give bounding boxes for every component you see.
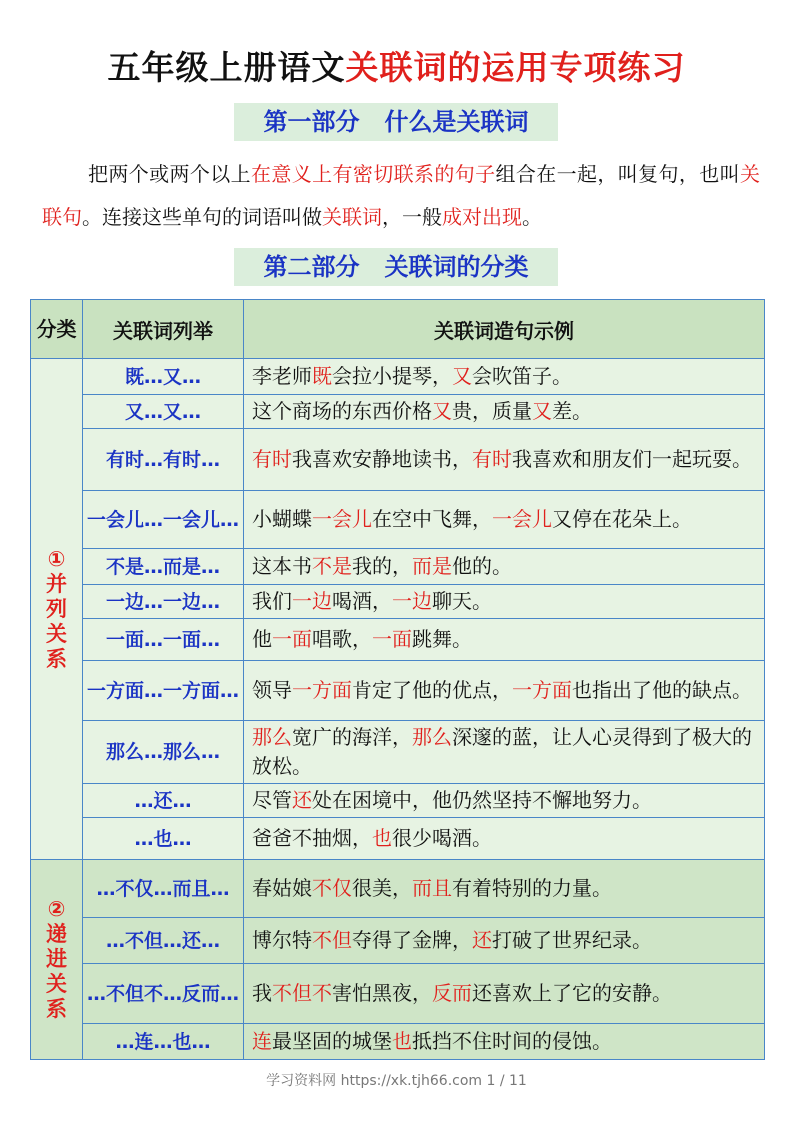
conjunction-cell: 一方面…一方面…: [83, 661, 244, 721]
highlight-text: 不仅: [312, 876, 352, 900]
conjunction-cell: 那么…那么…: [83, 721, 244, 784]
example-cell: [244, 661, 765, 721]
conjunction-cell: 有时…有时…: [83, 429, 244, 491]
section-1-label: 第一部分: [263, 108, 360, 136]
text-segment: 领导: [252, 678, 292, 702]
conjunction-cell: …连…也…: [83, 1024, 244, 1060]
page-title: [0, 42, 793, 89]
highlight-text: 反而: [432, 981, 472, 1005]
highlight-text: 而是: [412, 554, 452, 578]
highlight-text: 一边: [292, 589, 332, 613]
highlight-text: 既: [312, 364, 332, 388]
highlight-text: 连: [252, 1029, 272, 1053]
text-segment: 李老师: [252, 364, 312, 388]
text-segment: 。: [522, 205, 542, 229]
highlight-text: 也: [392, 1029, 412, 1053]
highlight-text: 一边: [392, 589, 432, 613]
conjunction-cell: …不但…还…: [83, 918, 244, 964]
text-segment: 会拉小提琴，: [332, 364, 452, 388]
text-segment: 在空中飞舞，: [372, 507, 492, 531]
table-row: [31, 1024, 765, 1060]
text-segment: 他: [252, 627, 272, 651]
highlight-text: 一会儿: [312, 507, 372, 531]
highlight-text: 那么: [412, 725, 452, 749]
text-segment: 他的。: [452, 554, 512, 578]
conjunction-cell: 一会儿…一会儿…: [83, 491, 244, 549]
text-segment: 夺得了金牌，: [352, 928, 472, 952]
example-cell: [244, 491, 765, 549]
highlight-text: 一面: [372, 627, 412, 651]
text-segment: 处在困境中，他仍然坚持不懈地努力。: [312, 788, 652, 812]
highlight-text: 关联句: [42, 162, 760, 229]
text-segment: 会吹笛子。: [472, 364, 572, 388]
example-cell: [244, 395, 765, 429]
text-segment: 喝酒，: [332, 589, 392, 613]
highlight-text: 又: [532, 399, 552, 423]
section-1-text: 什么是关联词: [384, 108, 529, 136]
example-cell: [244, 619, 765, 661]
table-row: [31, 395, 765, 429]
text-segment: 爸爸不抽烟，: [252, 826, 372, 850]
example-cell: [244, 860, 765, 918]
text-segment: 这个商场的东西价格: [252, 399, 432, 423]
highlight-text: 而且: [412, 876, 452, 900]
conjunction-cell: …还…: [83, 784, 244, 818]
text-segment: 贵，质量: [452, 399, 532, 423]
text-segment: 差。: [552, 399, 592, 423]
table-row: [31, 784, 765, 818]
table-row: [31, 918, 765, 964]
table-row: [31, 549, 765, 585]
text-segment: 我喜欢安静地读书，: [292, 447, 472, 471]
conjunction-cell: 一面…一面…: [83, 619, 244, 661]
section-heading-2: [234, 248, 558, 286]
highlight-text: 还: [472, 928, 492, 952]
highlight-text: 在意义上有密切联系的句子: [251, 162, 496, 186]
highlight-text: 一方面: [512, 678, 572, 702]
highlight-text: 一面: [272, 627, 312, 651]
highlight-text: 一方面: [292, 678, 352, 702]
highlight-text: 不是: [312, 554, 352, 578]
table-row: [31, 860, 765, 918]
text-segment: 很美，: [352, 876, 412, 900]
conjunction-cell: 既…又…: [83, 359, 244, 395]
text-segment: 跳舞。: [412, 627, 472, 651]
example-cell: [244, 964, 765, 1024]
example-cell: [244, 818, 765, 860]
example-cell: [244, 429, 765, 491]
highlight-text: 也: [372, 826, 392, 850]
example-cell: [244, 549, 765, 585]
highlight-text: 又: [432, 399, 452, 423]
header-category: 分类: [31, 300, 83, 359]
example-cell: [244, 1024, 765, 1060]
footer: 学习资料网 https://xk.tjh66.com 1 / 11: [266, 1073, 527, 1089]
text-segment: 我的，: [352, 554, 412, 578]
text-segment: 肯定了他的优点，: [352, 678, 512, 702]
conjunction-cell: 一边…一边…: [83, 585, 244, 619]
table-row: [31, 818, 765, 860]
table-row: [31, 964, 765, 1024]
table-row: [31, 721, 765, 784]
highlight-text: 有时: [252, 447, 292, 471]
text-segment: ，一般: [382, 205, 442, 229]
category-cell: ② 递 进 关 系: [31, 860, 83, 1060]
highlight-text: 不但: [312, 928, 352, 952]
text-segment: 小蝴蝶: [252, 507, 312, 531]
text-segment: 又停在花朵上。: [552, 507, 692, 531]
conjunction-cell: …不仅…而且…: [83, 860, 244, 918]
text-segment: 害怕黑夜，: [332, 981, 432, 1005]
highlight-text: 一会儿: [492, 507, 552, 531]
text-segment: 博尔特: [252, 928, 312, 952]
section-2-label: 第二部分: [263, 253, 360, 281]
conjunction-cell: 不是…而是…: [83, 549, 244, 585]
highlight-text: 成对出现: [442, 205, 522, 229]
text-segment: 我喜欢和朋友们一起玩耍。: [512, 447, 752, 471]
conjunction-cell: 又…又…: [83, 395, 244, 429]
highlight-text: 那么: [252, 725, 292, 749]
header-conjunctions: 关联词列举: [83, 300, 244, 359]
table-row: [31, 429, 765, 491]
text-segment: 我: [252, 981, 272, 1005]
text-segment: 很少喝酒。: [392, 826, 492, 850]
title-part1: 五年级上册语文: [107, 48, 346, 87]
text-segment: 唱歌，: [312, 627, 372, 651]
text-segment: 我们: [252, 589, 292, 613]
text-segment: 深邃的蓝，让人心灵得到了极大的放松。: [252, 725, 752, 778]
table-row: [31, 491, 765, 549]
table-row: [31, 661, 765, 721]
highlight-text: 还: [292, 788, 312, 812]
header-examples: 关联词造句示例: [244, 300, 765, 359]
text-segment: 也指出了他的缺点。: [572, 678, 752, 702]
text-segment: 还喜欢上了它的安静。: [472, 981, 672, 1005]
table-row: [31, 585, 765, 619]
text-segment: 春姑娘: [252, 876, 312, 900]
text-segment: 组合在一起，叫复句，也叫: [495, 162, 740, 186]
example-cell: [244, 784, 765, 818]
example-cell: [244, 585, 765, 619]
section-2-text: 关联词的分类: [384, 253, 529, 281]
section-heading-1: [234, 103, 558, 141]
text-segment: 把两个或两个以上: [88, 162, 251, 186]
text-segment: 最坚固的城堡: [272, 1029, 392, 1053]
text-segment: 抵挡不住时间的侵蚀。: [412, 1029, 612, 1053]
text-segment: 宽广的海洋，: [292, 725, 412, 749]
example-cell: [244, 359, 765, 395]
conjunction-cell: …也…: [83, 818, 244, 860]
table-header-row: [31, 300, 765, 359]
text-segment: 打破了世界纪录。: [492, 928, 652, 952]
title-part2: 关联词的运用专项练习: [345, 48, 686, 87]
highlight-text: 又: [452, 364, 472, 388]
intro-paragraph: [42, 153, 760, 239]
example-cell: [244, 918, 765, 964]
text-segment: 。连接这些单句的词语叫做: [82, 205, 322, 229]
conjunction-table: [30, 299, 765, 1060]
text-segment: 这本书: [252, 554, 312, 578]
category-cell: ① 并 列 关 系: [31, 359, 83, 860]
conjunction-cell: …不但不…反而…: [83, 964, 244, 1024]
table-row: [31, 619, 765, 661]
table-row: [31, 359, 765, 395]
highlight-text: 有时: [472, 447, 512, 471]
example-cell: [244, 721, 765, 784]
text-segment: 聊天。: [432, 589, 492, 613]
highlight-text: 关联词: [322, 205, 382, 229]
text-segment: 尽管: [252, 788, 292, 812]
highlight-text: 不但不: [272, 981, 332, 1005]
text-segment: 有着特别的力量。: [452, 876, 612, 900]
